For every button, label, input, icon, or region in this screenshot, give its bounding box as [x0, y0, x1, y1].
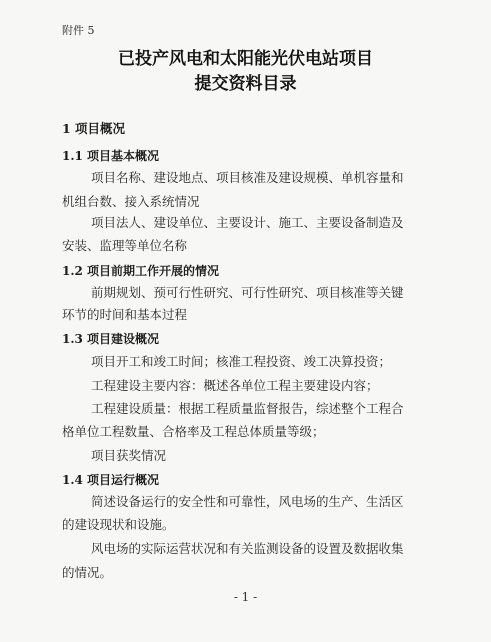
paragraph-line: 安装、监理等单位名称: [62, 238, 188, 253]
document-title-line1: 已投产风电和太阳能光伏电站项目: [118, 49, 373, 69]
paragraph-line: 环节的时间和基本过程: [62, 307, 188, 322]
document-title-line2: 提交资料目录: [194, 74, 297, 94]
paragraph-line: 简述设备运行的安全性和可靠性，风电场的生产、生活区: [91, 494, 404, 509]
paragraph-line: 的情况。: [62, 565, 113, 580]
paragraph-line: 工程建设质量：根据工程质量监督报告，综述整个工程合: [91, 401, 404, 416]
paragraph-line: 机组台数、接入系统情况: [62, 194, 200, 209]
section-heading-1: 1 项目概况: [62, 121, 126, 136]
paragraph-line: 项目名称、建设地点、项目核准及建设规模、单机容量和: [91, 170, 404, 185]
paragraph-line: 前期规划、预可行性研究、可行性研究、项目核准等关键: [91, 285, 404, 300]
attachment-label: 附件 5: [62, 24, 95, 37]
paragraph-line: 项目法人、建设单位、主要设计、施工、主要设备制造及: [91, 215, 404, 230]
paragraph-line: 的建设现状和设施。: [62, 517, 175, 532]
paragraph-line: 风电场的实际运营状况和有关监测设备的设置及数据收集: [91, 541, 404, 556]
section-heading-1-4: 1.4 项目运行概况: [62, 473, 160, 487]
paragraph-line: 工程建设主要内容：概述各单位工程主要建设内容；: [91, 378, 379, 393]
paragraph-line: 项目开工和竣工时间；核准工程投资、竣工决算投资；: [91, 354, 392, 369]
page-number: - 1 -: [233, 590, 258, 604]
paragraph-line: 项目获奖情况: [91, 448, 167, 463]
section-heading-1-2: 1.2 项目前期工作开展的情况: [62, 264, 220, 278]
section-heading-1-1: 1.1 项目基本概况: [62, 149, 160, 163]
paragraph-line: 格单位工程数量、合格率及工程总体质量等级；: [62, 424, 325, 439]
section-heading-1-3: 1.3 项目建设概况: [62, 332, 160, 346]
